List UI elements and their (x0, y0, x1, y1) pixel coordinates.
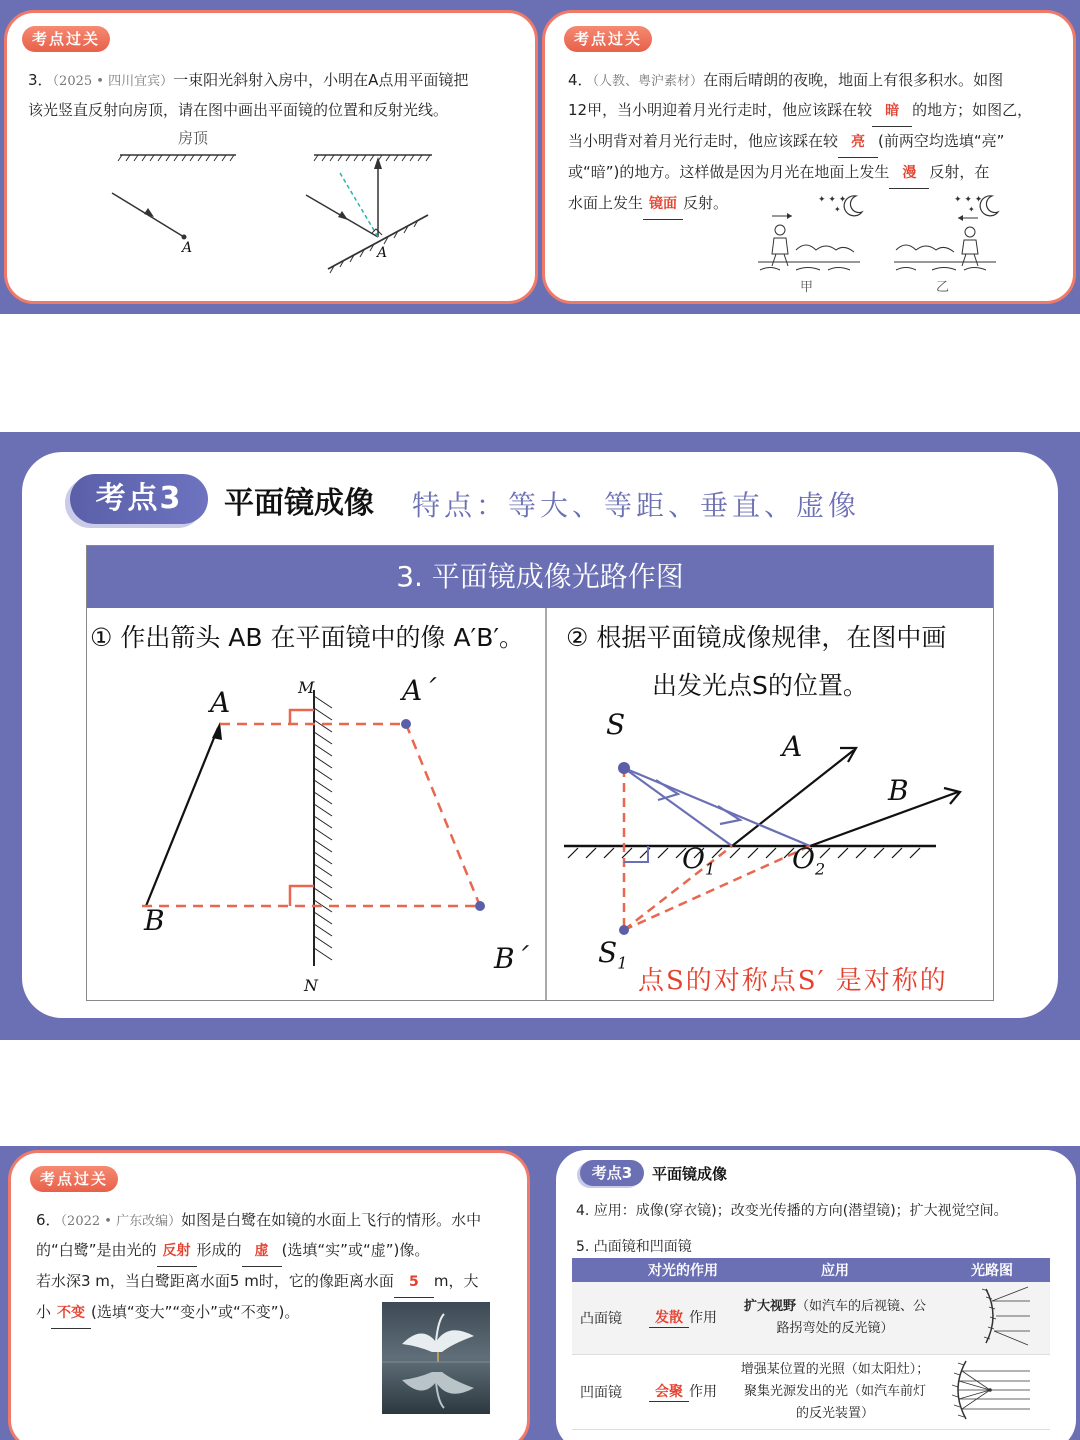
mirror-effect: 会聚 作用 (630, 1354, 736, 1429)
question-card-3 (4, 10, 538, 304)
point-a-left: A (182, 240, 193, 256)
label-b: B (144, 904, 165, 937)
kaodian-3-pill: 考点3 (70, 474, 208, 524)
table-row (572, 1282, 1050, 1354)
table-header-row (572, 1258, 1050, 1282)
mirror-name: 凹面镜 (572, 1354, 630, 1429)
question-3-text: 3．（2025 • 四川宜宾）一束阳光斜射入房中，小明在A点用平面镜把 该光竖直反射向房顶，请在图中画出平面镜的位置和反射光线。 (28, 71, 469, 119)
concave-ray-diagram (934, 1354, 1050, 1429)
egret-photo (382, 1302, 490, 1414)
label-m: M (298, 678, 315, 697)
mirror-application: 增强某位置的光照（如太阳灶）；聚集光源发出的光（如汽车前灯的反光装置） (736, 1354, 934, 1429)
convex-ray-diagram (934, 1282, 1050, 1354)
kaodian-3-pill-small: 考点3 (580, 1160, 644, 1186)
point-a-right: A (377, 245, 388, 261)
label-s: S (606, 708, 626, 741)
convex-concave-heading: 5. 凸面镜和凹面镜 (576, 1239, 692, 1255)
answer-blank[interactable]: 亮 (838, 128, 878, 158)
answer-blank[interactable]: 发散 (649, 1307, 689, 1328)
svg-text:✦ ✦ ✦: ✦ ✦ ✦ (818, 195, 847, 205)
table-header (572, 1258, 630, 1282)
night-walk-figure-jia (756, 188, 866, 276)
figure-label-yi: 乙 (936, 280, 950, 295)
svg-text:✦: ✦ (834, 205, 841, 214)
label-a-prime: A´ (402, 674, 437, 707)
question-4-text: 4．（人教、粤沪素材）在雨后晴朗的夜晚，地面上有很多积水。如图 12甲，当小明迎着月光行走时，他应该踩在较 暗 的地方；如图乙， 当小明背对着月光行走时，他应该踩在较 亮 (前两空均选填“亮” 或“暗”)的地方。这样做是因为月光在地面上发生 漫 反射，在 水面上发生 镜面 反射。 (568, 66, 1068, 220)
answer-blank[interactable]: 漫 (889, 159, 929, 189)
tag-kaodian-guoguan: 考点过关 (564, 26, 652, 52)
application-text: 4. 应用：成像(穿衣镜)；改变光传播的方向(潜望镜)；扩大视觉空间。 (576, 1203, 1008, 1219)
mirror-application: 扩大视野（如汽车的后视镜、公路拐弯处的反光镜） (736, 1282, 934, 1354)
label-n: N (304, 976, 318, 995)
label-s1: $S_1$ (598, 936, 628, 973)
answer-blank[interactable]: 反射 (157, 1237, 197, 1267)
answer-blank[interactable]: 虚 (242, 1237, 282, 1267)
summary-title: 平面镜成像 (652, 1165, 728, 1183)
table-header: 应用 (736, 1258, 934, 1282)
label-b-prime: B´ (494, 942, 529, 975)
svg-text:✦: ✦ (968, 205, 975, 214)
night-walk-figure-yi (892, 188, 1002, 276)
label-a: A (210, 686, 231, 719)
mirror-name: 凸面镜 (572, 1282, 630, 1354)
answer-blank[interactable]: 会聚 (649, 1381, 689, 1402)
answer-blank[interactable]: 不变 (51, 1299, 91, 1329)
mirror-effect: 发散 作用 (630, 1282, 736, 1354)
slide-subtitle: 特点：等大、等距、垂直、虚像 (412, 489, 861, 522)
svg-text:✦ ✦ ✦: ✦ ✦ ✦ (954, 195, 983, 205)
figure-label-jia: 甲 (800, 280, 814, 295)
label-o2: $O_2$ (792, 842, 826, 879)
answer-diagram-left (300, 145, 440, 275)
box-title: 3. 平面镜成像光路作图 (87, 546, 993, 608)
tag-kaodian-guoguan: 考点过关 (22, 26, 110, 52)
symmetry-note: 点S的对称点S′ 是对称的 (638, 966, 948, 996)
convex-mirror-icon (952, 1285, 1032, 1347)
step-2-text-line2: 出发光点S的位置。 (652, 671, 868, 700)
concave-mirror-icon (952, 1357, 1032, 1423)
label-ray-b: B (888, 774, 909, 807)
table-row (572, 1354, 1050, 1429)
light-source-diagram (548, 720, 992, 970)
mirror-image-diagram (88, 670, 544, 1000)
box-divider (545, 608, 547, 1000)
slide-title: 平面镜成像 (224, 486, 374, 521)
mirror-table (572, 1258, 1050, 1430)
answer-blank[interactable]: 镜面 (643, 190, 683, 220)
step-1-text: ① 作出箭头 AB 在平面镜中的像 A′B′。 (90, 623, 525, 652)
table-header: 对光的作用 (630, 1258, 736, 1282)
table-header: 光路图 (934, 1258, 1050, 1282)
answer-blank[interactable]: 5 (394, 1268, 434, 1298)
question-6-text: 6．（2022 • 广东改编）如图是白鹭在如镜的水面上飞行的情形。水中 的“白鹭”是由光的 反射 形成的 虚 (选填“实”或“虚”)像。 若水深3 m，当白鹭距离水面5 m时，它的像距离水面 5 m，大 小 不变 (选填“变大”“变小”或“不变”)。 (36, 1206, 526, 1329)
step-2-text-line1: ② 根据平面镜成像规律，在图中画 (566, 623, 947, 652)
ceiling-diagram-left (108, 145, 248, 265)
label-o1: $O_1$ (682, 842, 716, 879)
label-ray-a: A (782, 730, 803, 763)
answer-blank[interactable]: 暗 (872, 97, 912, 127)
tag-kaodian-guoguan: 考点过关 (30, 1166, 118, 1192)
ceiling-label: 房顶 (178, 129, 209, 147)
